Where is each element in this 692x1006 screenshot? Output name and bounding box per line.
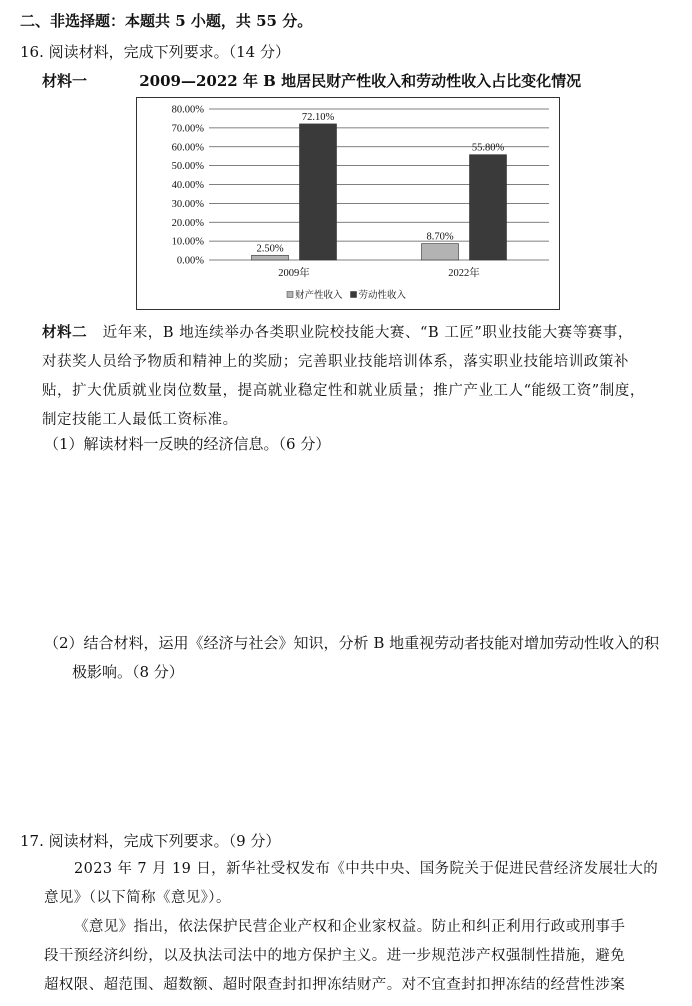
y-tick-label: 60.00% <box>171 142 204 154</box>
q17-line-1: 2023 年 7 月 19 日，新华社受权发布《中共中央、国务院关于促进民营经济发展壮大的 <box>74 861 659 877</box>
material1-label: 材料一 <box>42 72 88 90</box>
material2-line-2: 对获奖人员给予物质和精神上的奖励；完善职业技能培训体系，落实职业技能培训政策补 <box>42 354 629 370</box>
legend-swatch <box>287 292 293 298</box>
bar-value-label: 8.70% <box>426 231 454 243</box>
material2-line-3: 贴，扩大优质就业岗位数量，提高就业稳定性和就业质量；推广产业工人“能级工资”制度， <box>42 383 645 399</box>
bar-value-label: 2.50% <box>256 243 284 255</box>
y-tick-label: 10.00% <box>171 236 204 248</box>
y-tick-label: 0.00% <box>176 255 204 267</box>
section-header: 二、非选择题：本题共 5 小题，共 55 分。 <box>20 12 313 30</box>
bar-value-label: 55.80% <box>471 142 505 154</box>
y-tick-label: 20.00% <box>171 217 204 229</box>
material1-title: 2009—2022 年 B 地居民财产性收入和劳动性收入占比变化情况 <box>139 72 582 90</box>
material2-line-4: 制定技能工人最低工资标准。 <box>42 412 238 428</box>
material1-heading <box>42 70 581 91</box>
question-16-sub2-line2: 极影响。（8 分） <box>72 663 184 681</box>
y-tick-label: 80.00% <box>171 104 204 116</box>
y-tick-label: 70.00% <box>171 123 204 135</box>
bar-value-label: 72.10% <box>301 111 335 123</box>
bar <box>300 124 337 260</box>
material2-paragraph <box>42 318 645 435</box>
question-16-stem: 16. 阅读材料，完成下列要求。（14 分） <box>20 43 290 61</box>
q17-line-4: 段干预经济纠纷，以及执法司法中的地方保护主义。进一步规范涉产权强制性措施，避免 <box>44 948 626 964</box>
material2-line-1: 近年来，B 地连续举办各类职业院校技能大赛、“B 工匠”职业技能大赛等赛事， <box>102 325 633 341</box>
material2-label: 材料二 <box>42 324 88 341</box>
bar <box>422 244 459 260</box>
bar-chart-svg <box>137 98 559 309</box>
q17-line-3: 《意见》指出，依法保护民营企业产权和企业家权益。防止和纠正利用行政或刑事手 <box>74 919 626 935</box>
question-17-body <box>44 855 658 1000</box>
x-category-label: 2009年 <box>278 268 310 279</box>
q17-line-2: 意见》（以下简称《意见》）。 <box>44 890 231 906</box>
legend-swatch <box>351 292 357 298</box>
y-tick-label: 50.00% <box>171 161 204 173</box>
y-tick-label: 30.00% <box>171 198 204 210</box>
legend-label: 劳动性收入 <box>358 290 407 301</box>
bar <box>252 255 289 260</box>
y-tick-label: 40.00% <box>171 180 204 191</box>
x-category-label: 2022年 <box>448 268 480 279</box>
question-16-sub2-line1: （2）结合材料，运用《经济与社会》知识，分析 B 地重视劳动者技能对增加劳动性收入的积 <box>44 634 660 652</box>
legend-label: 财产性收入 <box>295 290 343 301</box>
question-17-stem: 17. 阅读材料，完成下列要求。（9 分） <box>20 832 281 850</box>
bar <box>470 155 507 260</box>
income-share-chart <box>136 97 560 310</box>
question-16-sub1: （1）解读材料一反映的经济信息。（6 分） <box>44 435 331 453</box>
q17-line-5: 超权限、超范围、超数额、超时限查封扣押冻结财产。对不宜查封扣押冻结的经营性涉案 <box>44 977 626 993</box>
